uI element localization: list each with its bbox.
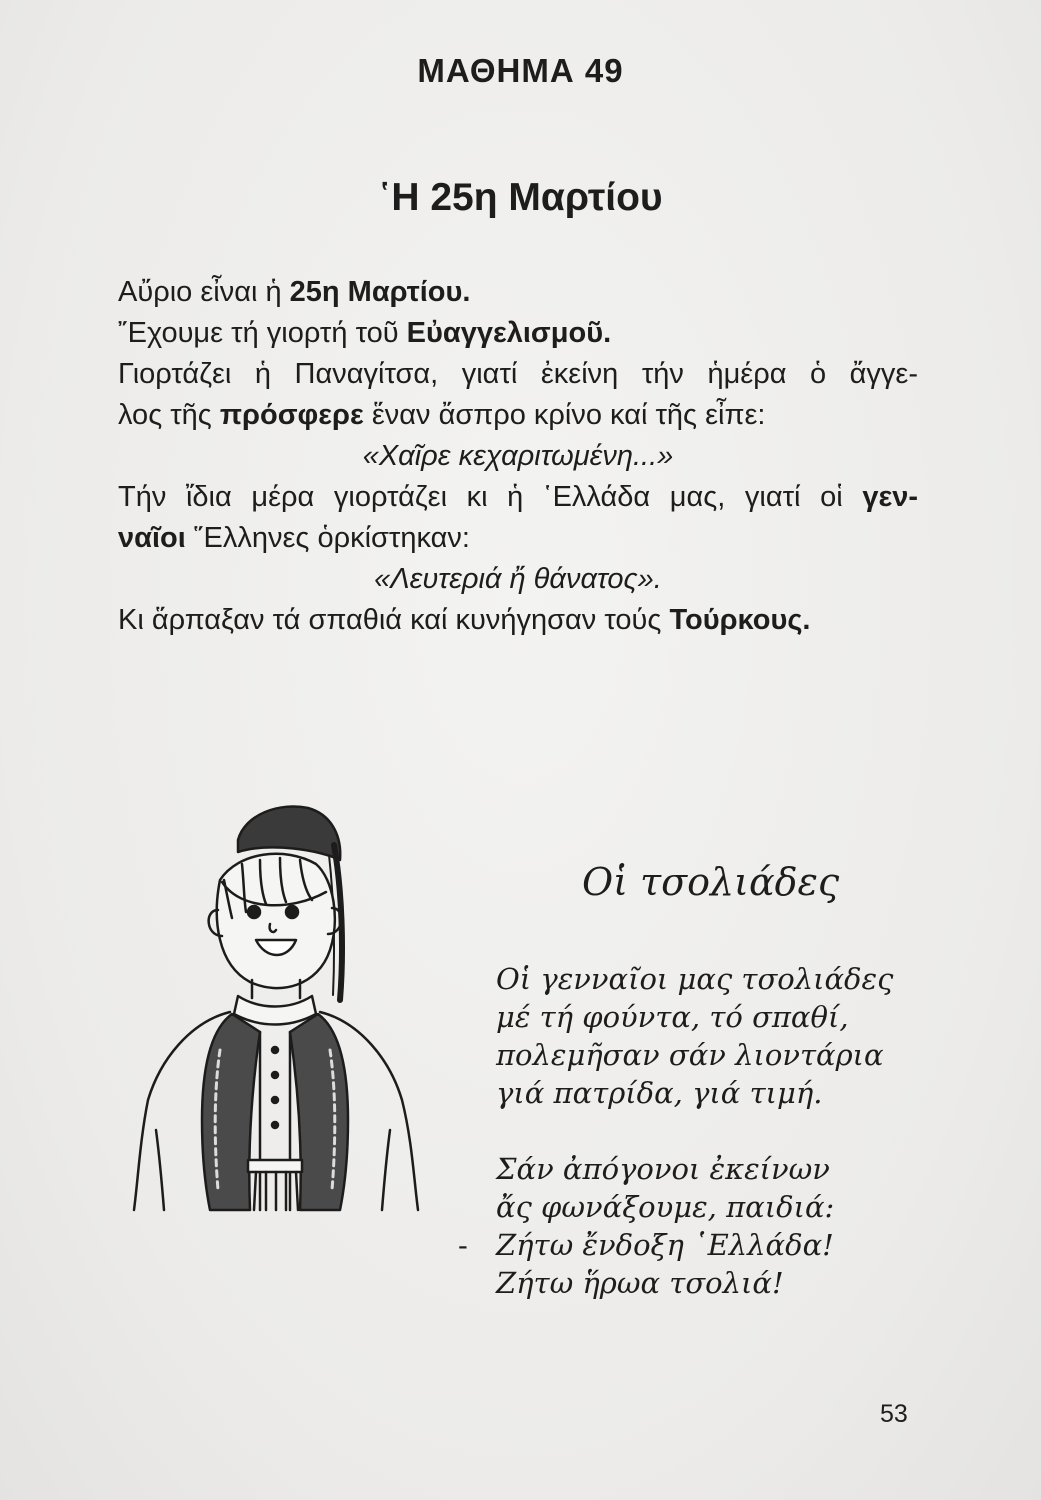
evzone-boy-illustration bbox=[120, 800, 430, 1220]
text-line-4: λος τῆς πρόσφερε ἕναν ἄσπρο κρίνο καί τῆς εἶπε: bbox=[118, 399, 766, 431]
text-line-3: Γιορτάζει ἡ Παναγίτσα, γιατί ἐκείνη τήν ἡμέρα ὁ ἄγγε- bbox=[118, 358, 918, 390]
lesson-text bbox=[118, 272, 918, 641]
poem-line-exclaim: - Ζήτω ἔνδοξη ῾Ελλάδα! bbox=[458, 1228, 834, 1262]
page-number: 53 bbox=[880, 1400, 908, 1428]
vest-right bbox=[290, 1014, 348, 1210]
left-eye bbox=[248, 906, 260, 918]
poem-line: Ζήτω ἥρωα τσολιά! bbox=[496, 1266, 784, 1300]
text-line-6: Τήν ἴδια μέρα γιορτάζει κι ἡ ῾Ελλάδα μας, γιατί οἱ γεν- bbox=[118, 481, 918, 513]
text-line-9: Κι ἅρπαξαν τά σπαθιά καί κυνήγησαν τούς Τούρκους. bbox=[118, 604, 811, 636]
poem bbox=[458, 960, 893, 1302]
collar bbox=[234, 996, 316, 1025]
right-eye bbox=[286, 906, 298, 918]
page-title: ῾Η 25η Μαρτίου bbox=[378, 176, 663, 219]
face bbox=[217, 854, 335, 988]
poem-line: πολεμῆσαν σάν λιοντάρια bbox=[496, 1038, 884, 1072]
vest-left bbox=[202, 1014, 260, 1210]
lesson-heading: ΜΑΘΗΜΑ 49 bbox=[417, 52, 624, 89]
dash-mark: - bbox=[458, 1228, 468, 1262]
stanza-gap bbox=[458, 1112, 893, 1150]
poem-line: Οἱ γενναῖοι μας τσολιάδες bbox=[496, 962, 894, 996]
text-quote-1: «Χαῖρε κεχαριτωμένη...» bbox=[362, 440, 674, 472]
poem-title: Οἱ τσολιάδες bbox=[582, 860, 840, 904]
fez-hat bbox=[238, 806, 340, 860]
poem-line: ἄς φωνάξουμε, παιδιά: bbox=[496, 1190, 835, 1224]
poem-line: μέ τή φούντα, τό σπαθί, bbox=[496, 1000, 849, 1034]
belt bbox=[248, 1160, 302, 1172]
text-line-1: Αὔριο εἶναι ἡ 25η Μαρτίου. bbox=[118, 276, 471, 308]
text-line-2: ῎Εχουμε τή γιορτή τοῦ Εὐαγγελισμοῦ. bbox=[118, 317, 612, 349]
text-line-7: ναῖοι ῞Ελληνες ὁρκίστηκαν: bbox=[118, 522, 470, 554]
poem-line: γιά πατρίδα, γιά τιμή. bbox=[496, 1076, 823, 1110]
poem-line: Σάν ἀπόγονοι ἐκείνων bbox=[496, 1152, 830, 1186]
text-quote-2: «Λευτεριά ἤ θάνατος». bbox=[374, 563, 662, 595]
